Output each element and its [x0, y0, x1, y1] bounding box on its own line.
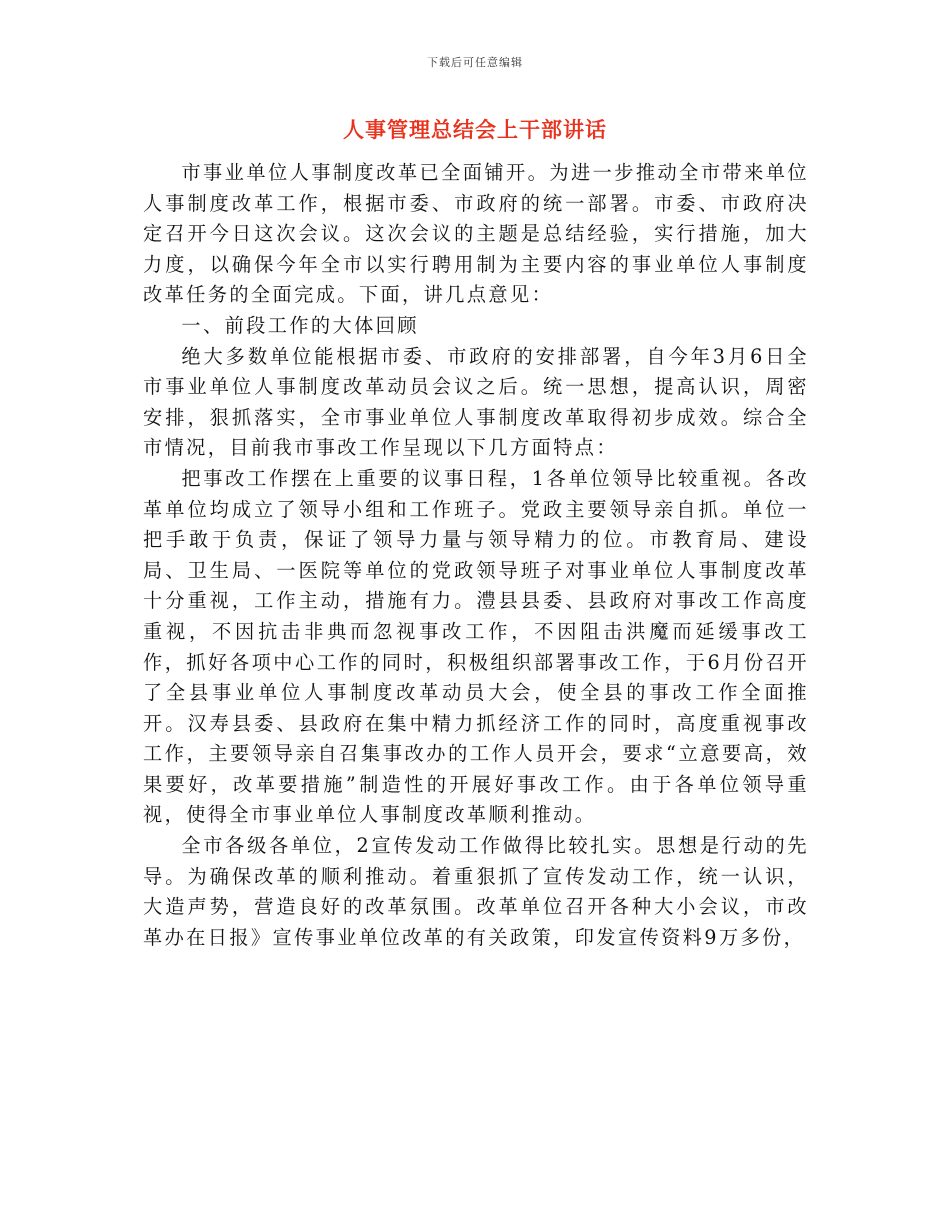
paragraph-leadership: 把事改工作摆在上重要的议事日程，1各单位领导比较重视。各改革单位均成立了领导小组和工作班子。党政主要领导亲自抓。单位一把手敢于负责，保证了领导力量与领导精力的位。市教育局、建设局、卫生局、一医院等单位的党政领导班子对事业单位人事制度改革十分重视，工作主动，措施有力。澧县县委、县政府对事改工作高度重视，不因抗击非典而忽视事改工作，不因阻击洪魔而延缓事改工作，抓好各项中心工作的同时，积极组织部署事改工作，于6月份召开了全县事业单位人事制度改革动员大会，使全县的事改工作全面推开。汉寿县委、县政府在集中精力抓经济工作的同时，高度重视事改工作，主要领导亲自召集事改办的工作人员开会，要求“立意要高，效果要好，改革要措施”制造性的开展好事改工作。由于各单位领导重视，使得全市事业单位人事制度改革顺利推动。: [143, 466, 809, 827]
paragraph-intro: 市事业单位人事制度改革已全面铺开。为进一步推动全市带来单位人事制度改革工作，根据市委、市政府的统一部署。市委、市政府决定召开今日这次会议。这次会议的主题是总结经验，实行措施，加大力度，以确保今年全市以实行聘用制为主要内容的事业单位人事制度改革任务的全面完成。下面，讲几点意见：: [143, 161, 809, 307]
section-heading-review: 一、前段工作的大体回顾: [181, 313, 419, 337]
paragraph-publicity: 全市各级各单位，2宣传发动工作做得比较扎实。思想是行动的先导。为确保改革的顺利推动。着重狠抓了宣传发动工作，统一认识，大造声势，营造良好的改革氛围。改革单位召开各种大小会议，市改革办在日报》宣传事业单位改革的有关政策，印发宣传资料9万多份，: [143, 834, 809, 949]
document-body: [143, 158, 809, 953]
document-title: 人事管理总结会上干部讲话: [343, 117, 607, 142]
page-header-note: 下载后可任意编辑: [427, 56, 523, 69]
paragraph-overview: 绝大多数单位能根据市委、市政府的安排部署，自今年3月6日全市事业单位人事制度改革动员会议之后。统一思想，提高认识，周密安排，狠抓落实，全市事业单位人事制度改革取得初步成效。综合全市情况，目前我市事改工作呈现以下几方面特点：: [143, 344, 809, 460]
